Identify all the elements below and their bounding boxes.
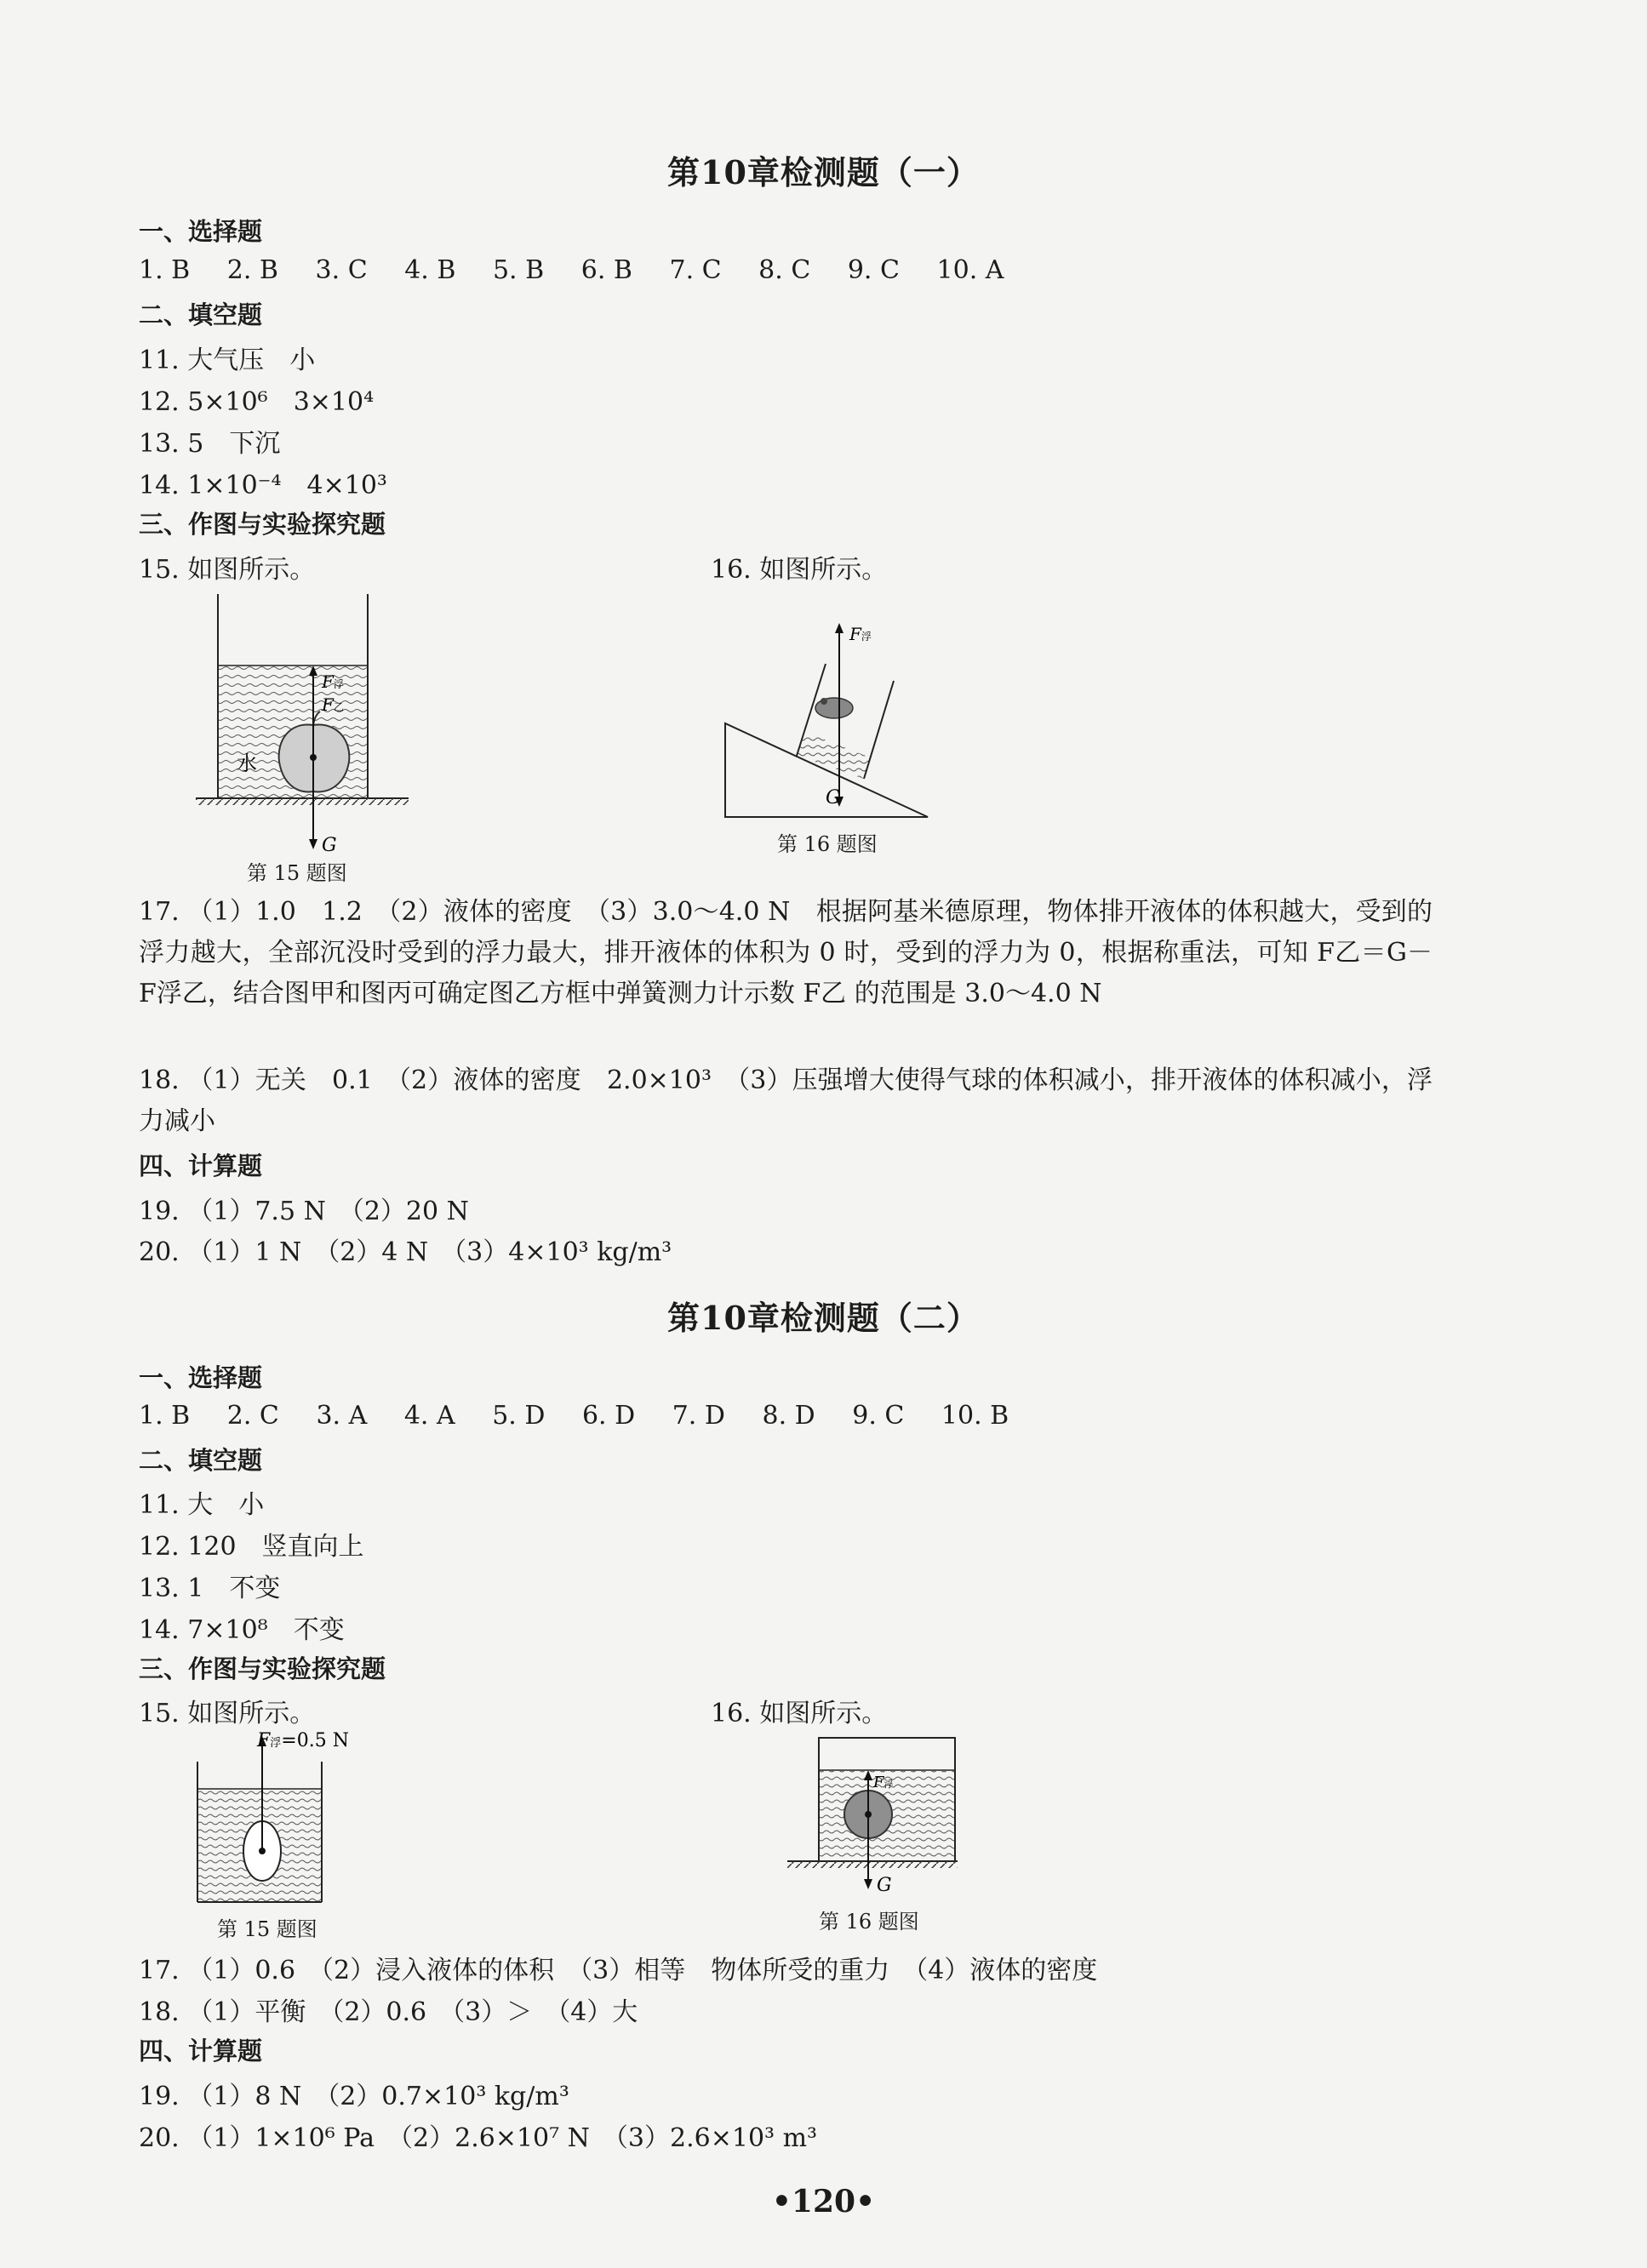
mc-answers-1 bbox=[139, 255, 1032, 285]
label-f-buoyancy: F浮 bbox=[873, 1774, 894, 1791]
label-f-buoyancy: F浮 bbox=[322, 671, 344, 692]
figure-15-caption-1: 第 15 题图 bbox=[247, 861, 347, 885]
answer-18-1: 18. （1）无关 0.1 （2）液体的密度 2.0×10³ （3）压强增大使得气球的体积减小，排开液体的体积减小，浮力减小 bbox=[139, 1065, 1433, 1136]
fill-answer-13: 13. 1 不变 bbox=[139, 1574, 281, 1603]
figure-16-caption-1: 第 16 题图 bbox=[777, 832, 878, 856]
mc-answer: 4. B bbox=[404, 255, 456, 285]
section-title-1: 第10章检测题（一） bbox=[667, 153, 980, 191]
label-gravity: G bbox=[826, 787, 841, 808]
figure-16-incline-beaker bbox=[723, 613, 962, 826]
heading-calculation-1: 四、计算题 bbox=[139, 1151, 263, 1180]
mc-answer: 7. D bbox=[672, 1401, 725, 1431]
figure-15-caption-2: 第 15 题图 bbox=[217, 1917, 317, 1941]
heading-multiple-choice-1: 一、选择题 bbox=[139, 217, 263, 246]
heading-experiment-2: 三、作图与实验探究题 bbox=[139, 1654, 386, 1683]
page-number: •120• bbox=[771, 2184, 876, 2219]
q16-text-2: 16. 如图所示。 bbox=[711, 1699, 888, 1728]
mc-answer: 6. D bbox=[581, 1401, 636, 1431]
answer-20-2: 20. （1）1×10⁶ Pa （2）2.6×10⁷ N （3）2.6×10³ m³ bbox=[139, 2123, 818, 2153]
mc-answer: 8. D bbox=[762, 1401, 815, 1431]
mc-answer: 7. C bbox=[669, 255, 722, 285]
mc-answer: 9. C bbox=[852, 1401, 905, 1431]
figure-15-ellipse-beaker bbox=[187, 1728, 383, 1911]
label-water: 水 bbox=[237, 751, 257, 775]
q16-text-1: 16. 如图所示。 bbox=[711, 555, 888, 585]
q15-text-2: 15. 如图所示。 bbox=[139, 1699, 316, 1728]
heading-multiple-choice-2: 一、选择题 bbox=[139, 1363, 263, 1392]
fill-answer-14: 14. 7×10⁸ 不变 bbox=[139, 1615, 345, 1645]
mc-answer: 6. B bbox=[580, 255, 632, 285]
label-gravity: G bbox=[322, 835, 337, 856]
fill-answer-12: 12. 5×10⁶ 3×10⁴ bbox=[139, 387, 375, 417]
mc-answers-2 bbox=[139, 1401, 1038, 1431]
section-title-2: 第10章检测题（二） bbox=[667, 1299, 980, 1337]
label-f-buoyancy-value: F浮=0.5 N bbox=[257, 1730, 349, 1751]
fill-answer-11: 11. 大气压 小 bbox=[139, 346, 316, 375]
heading-fill-blank-2: 二、填空题 bbox=[139, 1446, 263, 1475]
answer-19-1: 19. （1）7.5 N （2）20 N bbox=[139, 1197, 469, 1226]
heading-calculation-2: 四、计算题 bbox=[139, 2037, 263, 2065]
answer-17-2: 17. （1）0.6 （2）浸入液体的体积 （3）相等 物体所受的重力 （4）液体的密度 bbox=[139, 1956, 1098, 1985]
figure-16-sphere-container bbox=[783, 1736, 962, 1898]
label-gravity: G bbox=[877, 1875, 892, 1896]
heading-experiment-1: 三、作图与实验探究题 bbox=[139, 510, 386, 539]
mc-answer: 3. A bbox=[316, 1401, 368, 1431]
mc-answer: 2. C bbox=[226, 1401, 279, 1431]
mc-answer: 8. C bbox=[758, 255, 811, 285]
mc-answer: 10. A bbox=[936, 255, 1004, 285]
answer-18-2: 18. （1）平衡 （2）0.6 （3）＞ （4）大 bbox=[139, 1997, 638, 2027]
q15-text-1: 15. 如图所示。 bbox=[139, 555, 316, 585]
mc-answer: 9. C bbox=[847, 255, 900, 285]
answer-17-1: 17. （1）1.0 1.2 （2）液体的密度 （3）3.0～4.0 N 根据阿基米德原理，物体排开液体的体积越大，受到的浮力越大，全部沉没时受到的浮力最大，排开液体的体积为 0 时，受到的浮力为 0，根据称重法，可知 F乙＝G－F浮乙，结合图甲和图丙可确定图乙方框中弹簧测力计示数 F乙 的范围是 3.0～4.0 N bbox=[139, 897, 1433, 1008]
mc-answer: 3. C bbox=[315, 255, 368, 285]
figure-16-caption-2: 第 16 题图 bbox=[819, 1910, 919, 1934]
fill-answer-13: 13. 5 下沉 bbox=[139, 429, 281, 459]
heading-fill-blank-1: 二、填空题 bbox=[139, 300, 263, 329]
label-f-yi: F乙 bbox=[322, 694, 344, 715]
mc-answer: 5. D bbox=[492, 1401, 546, 1431]
mc-answer: 5. B bbox=[492, 255, 545, 285]
mc-answer: 1. B bbox=[139, 255, 191, 285]
answer-19-2: 19. （1）8 N （2）0.7×10³ kg/m³ bbox=[139, 2082, 569, 2111]
mc-answer: 10. B bbox=[941, 1401, 1009, 1431]
fill-answer-14: 14. 1×10⁻⁴ 4×10³ bbox=[139, 471, 387, 500]
figure-15-apple-in-water bbox=[187, 587, 417, 885]
fill-answer-12: 12. 120 竖直向上 bbox=[139, 1532, 364, 1562]
mc-answer: 1. B bbox=[139, 1401, 191, 1431]
mc-answer: 2. B bbox=[226, 255, 278, 285]
mc-answer: 4. A bbox=[403, 1401, 455, 1431]
answer-20-1: 20. （1）1 N （2）4 N （3）4×10³ kg/m³ bbox=[139, 1237, 672, 1267]
fill-answer-11: 11. 大 小 bbox=[139, 1490, 265, 1520]
label-f-buoyancy: F浮 bbox=[849, 624, 872, 644]
